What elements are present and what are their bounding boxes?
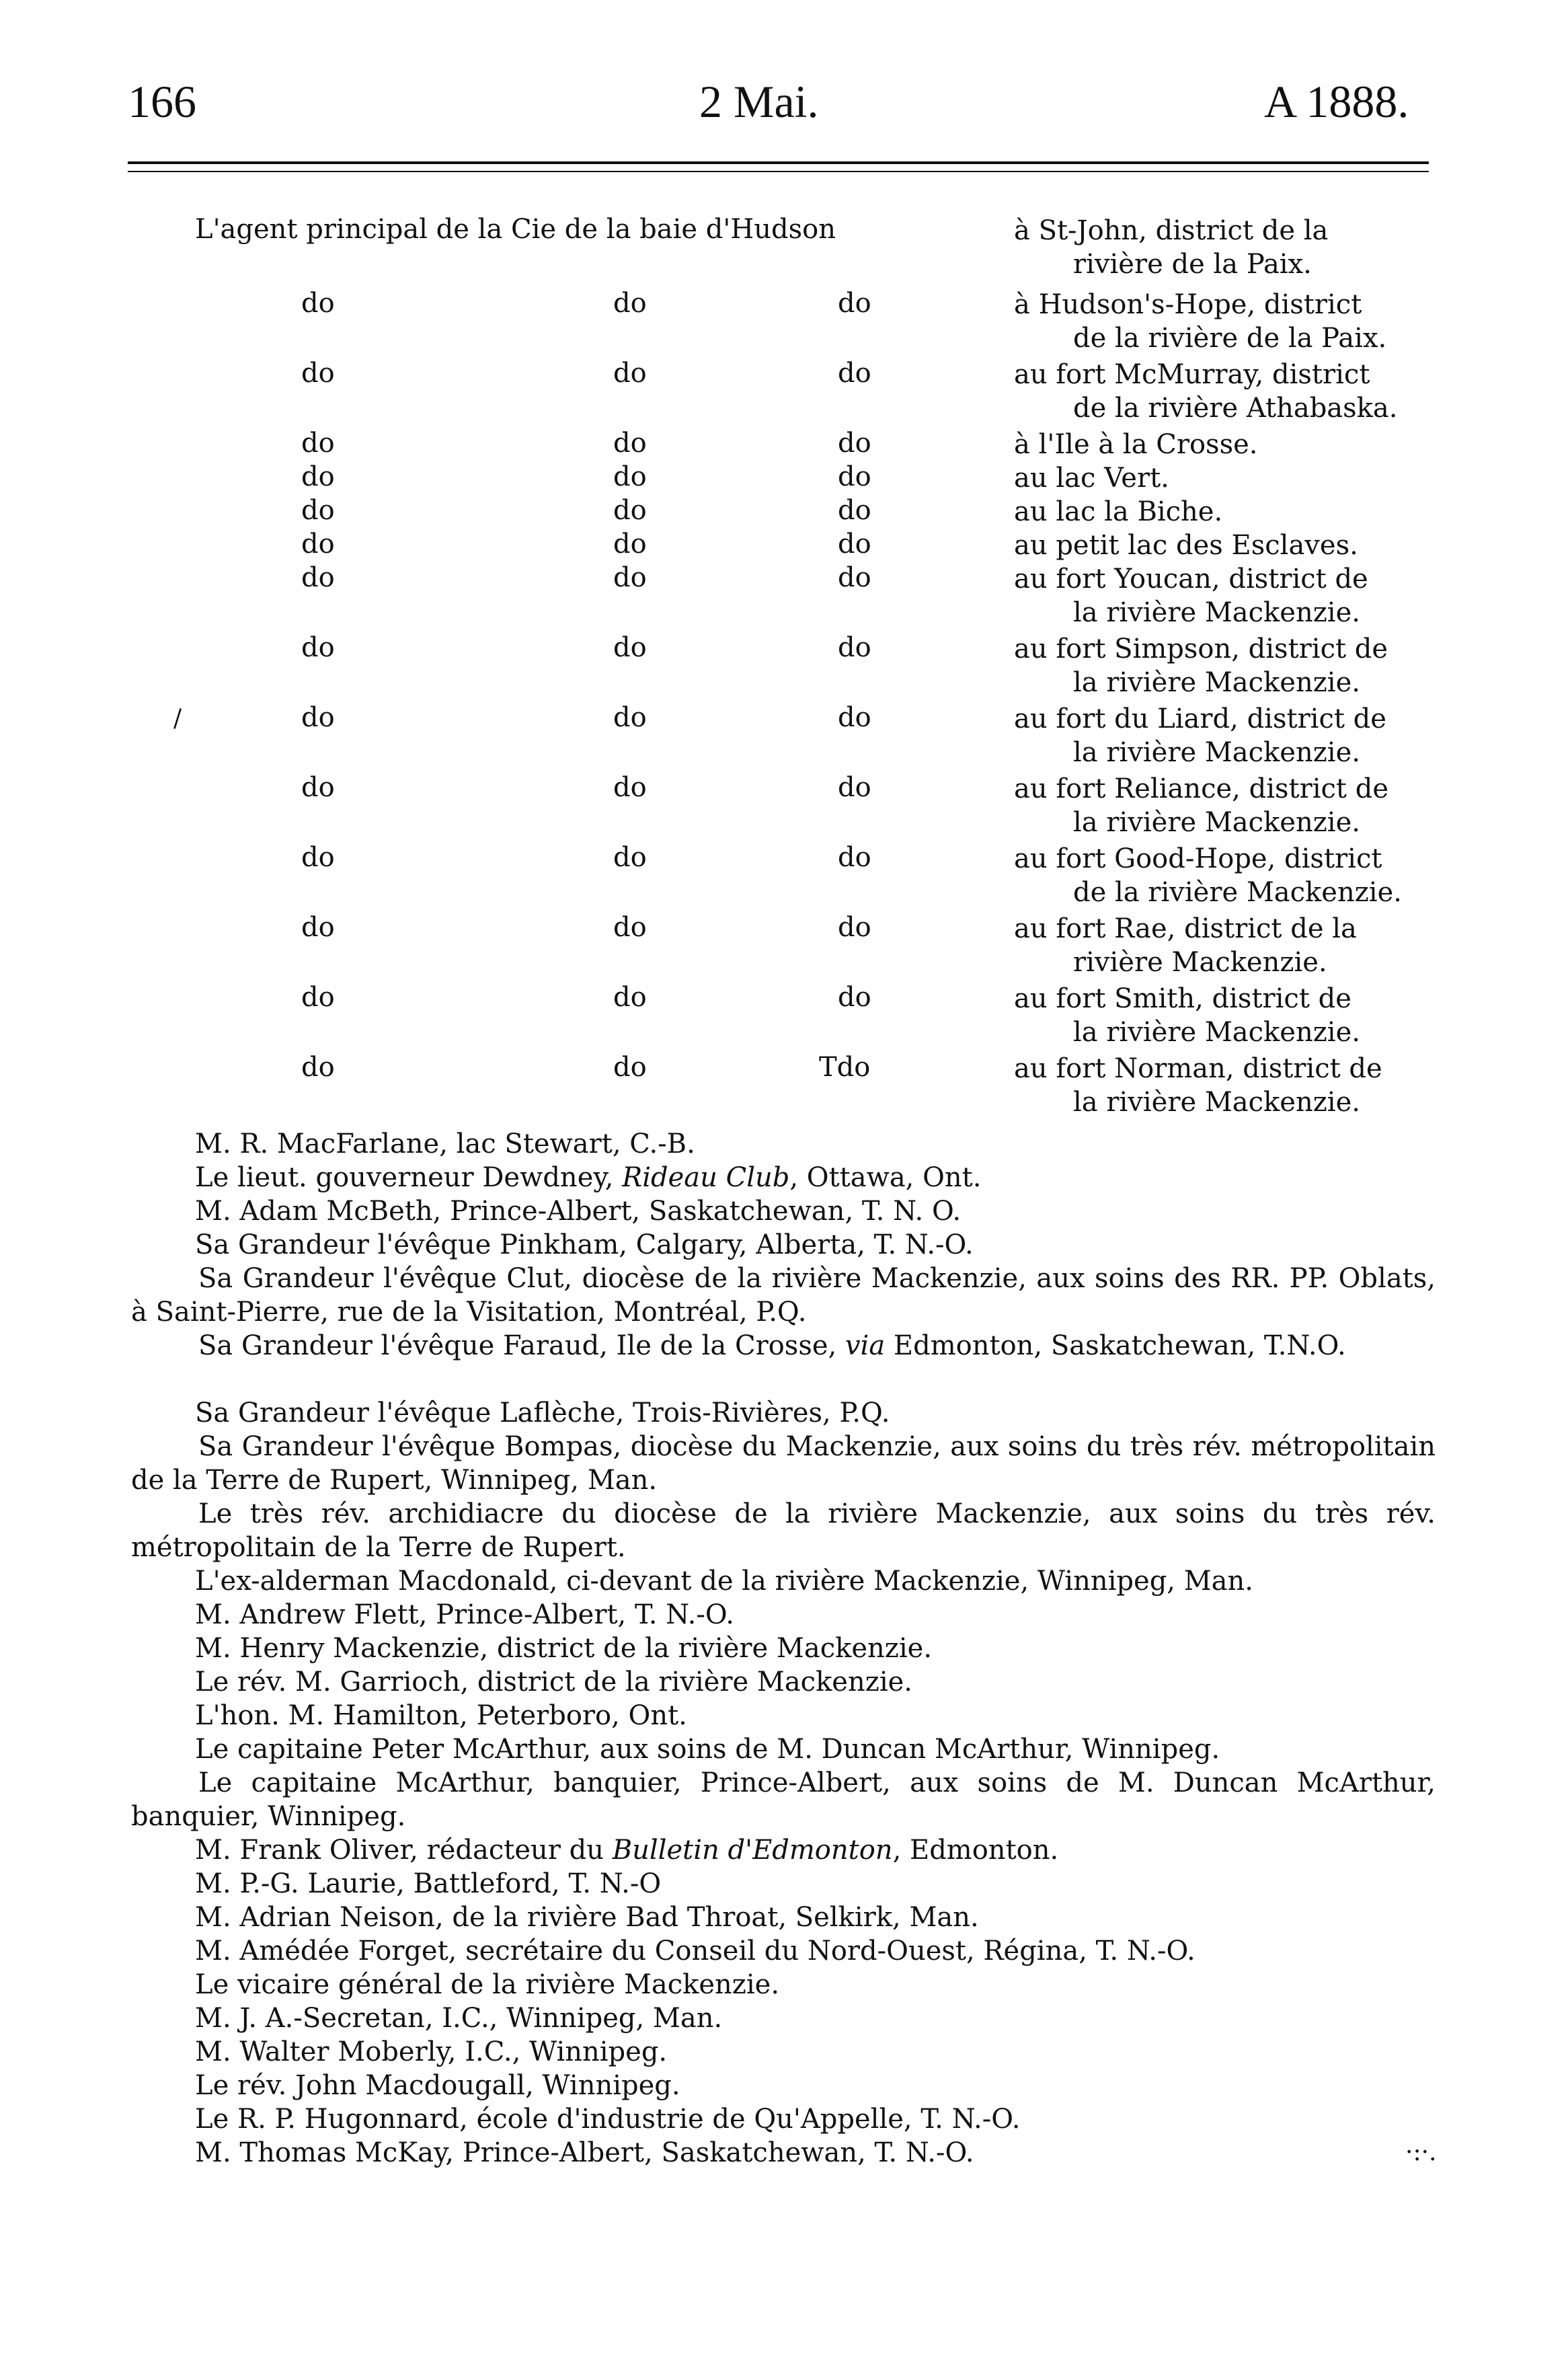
ditto-mark: do bbox=[301, 461, 335, 492]
agent-place bbox=[1014, 702, 1438, 769]
list-item: M. R. MacFarlane, lac Stewart, C.-B. bbox=[195, 1129, 695, 1159]
ditto-mark: do bbox=[301, 772, 335, 803]
ditto-mark: do bbox=[613, 1052, 647, 1083]
agent-place bbox=[1014, 529, 1438, 562]
place-line: de la rivière Athabaska. bbox=[1073, 393, 1398, 424]
ditto-mark: do bbox=[613, 982, 647, 1013]
agent-place bbox=[1014, 912, 1438, 979]
text-span: Le lieut. gouverneur Dewdney, bbox=[195, 1162, 623, 1193]
ditto-mark: do bbox=[613, 842, 647, 873]
list-item: Le vicaire général de la rivière Mackenzie. bbox=[195, 1969, 780, 2000]
ditto-mark: do bbox=[613, 562, 647, 593]
ditto-mark: do bbox=[301, 288, 335, 319]
text-span-italic: Rideau Club bbox=[622, 1162, 790, 1193]
ditto-mark: do bbox=[301, 912, 335, 943]
place-line: au lac la Biche. bbox=[1014, 496, 1223, 527]
ditto-mark: do bbox=[613, 632, 647, 663]
text-span: Edmonton, Saskatchewan, T.N.O. bbox=[885, 1330, 1346, 1361]
header-rule-thick bbox=[128, 161, 1429, 164]
agent-place bbox=[1014, 842, 1438, 909]
place-line: au petit lac des Esclaves. bbox=[1014, 530, 1358, 561]
list-item: Le R. P. Hugonnard, école d'industrie de Qu'Appelle, T. N.-O. bbox=[195, 2104, 1021, 2135]
list-item: Sa Grandeur l'évêque Bompas, diocèse du Mackenzie, aux soins du très rév. métropolitain de la Terre de Rupert, Winnipeg, Man. bbox=[131, 1431, 1436, 1496]
ditto-mark: do bbox=[838, 495, 871, 526]
ditto-mark: do bbox=[613, 529, 647, 560]
ditto-mark: do bbox=[613, 495, 647, 526]
ditto-mark: do bbox=[838, 461, 871, 492]
place-line: la rivière Mackenzie. bbox=[1073, 597, 1360, 628]
ditto-mark: do bbox=[301, 982, 335, 1013]
place-line: la rivière Mackenzie. bbox=[1073, 737, 1360, 768]
ditto-mark: do bbox=[613, 461, 647, 492]
agent-place bbox=[1014, 214, 1438, 281]
text-span-italic: via bbox=[845, 1330, 886, 1361]
list-item: Sa Grandeur l'évêque Clut, diocèse de la rivière Mackenzie, aux soins des RR. PP. Oblats, à Saint-Pierre, rue de la Visitation, Montréal, P.Q. bbox=[131, 1263, 1436, 1328]
ditto-mark: do bbox=[301, 702, 335, 733]
text-span: Sa Grandeur l'évêque Faraud, Ile de la Crosse, bbox=[198, 1330, 845, 1361]
list-item: M. Thomas McKay, Prince-Albert, Saskatchewan, T. N.-O. bbox=[195, 2137, 974, 2168]
ditto-mark: do bbox=[301, 842, 335, 873]
place-line: au lac Vert. bbox=[1014, 463, 1169, 494]
text-span: M. Frank Oliver, rédacteur du bbox=[195, 1835, 613, 1866]
ditto-mark: do bbox=[838, 562, 871, 593]
list-item: M. P.-G. Laurie, Battleford, T. N.-O bbox=[195, 1868, 662, 1899]
list-item: Sa Grandeur l'évêque Laflèche, Trois-Rivières, P.Q. bbox=[195, 1398, 890, 1428]
place-line: au fort Good-Hope, district bbox=[1014, 843, 1382, 874]
text-span: , Edmonton. bbox=[892, 1835, 1059, 1866]
agent-place bbox=[1014, 632, 1438, 699]
ditto-mark: do bbox=[838, 702, 871, 733]
list-item: M. Walter Moberly, I.C., Winnipeg. bbox=[195, 2036, 668, 2067]
agent-place bbox=[1014, 461, 1438, 495]
agent-place bbox=[1014, 1052, 1438, 1119]
place-line: au fort Youcan, district de bbox=[1014, 564, 1368, 595]
agent-place bbox=[1014, 982, 1438, 1049]
place-line: au fort Reliance, district de bbox=[1014, 773, 1388, 804]
page-header bbox=[0, 75, 1568, 136]
list-item bbox=[195, 1162, 981, 1193]
ditto-mark: do bbox=[838, 632, 871, 663]
place-line: rivière Mackenzie. bbox=[1073, 947, 1327, 978]
list-item: Sa Grandeur l'évêque Pinkham, Calgary, Alberta, T. N.-O. bbox=[195, 1229, 974, 1260]
ditto-mark: do bbox=[838, 912, 871, 943]
agent-place bbox=[1014, 495, 1438, 529]
place-line: la rivière Mackenzie. bbox=[1073, 1017, 1360, 1048]
list-item: L'hon. M. Hamilton, Peterboro, Ont. bbox=[195, 1700, 687, 1731]
list-item: M. J. A.-Secretan, I.C., Winnipeg, Man. bbox=[195, 2003, 723, 2034]
agent-place bbox=[1014, 562, 1438, 629]
ditto-mark: do bbox=[301, 1052, 335, 1083]
list-item: Le capitaine McArthur, banquier, Prince-Albert, aux soins de M. Duncan McArthur, banquier, Winnipeg. bbox=[131, 1767, 1436, 1832]
list-item: M. Adrian Neison, de la rivière Bad Throat, Selkirk, Man. bbox=[195, 1902, 979, 1933]
place-line: au fort du Liard, district de bbox=[1014, 703, 1386, 734]
ditto-mark: do bbox=[301, 428, 335, 459]
ditto-mark: do bbox=[613, 702, 647, 733]
place-line: la rivière Mackenzie. bbox=[1073, 807, 1360, 838]
place-line: au fort McMurray, district bbox=[1014, 359, 1370, 390]
ditto-mark: do bbox=[838, 428, 871, 459]
list-item: M. Henry Mackenzie, district de la rivière Mackenzie. bbox=[195, 1633, 933, 1664]
list-item: Le capitaine Peter McArthur, aux soins de M. Duncan McArthur, Winnipeg. bbox=[195, 1734, 1220, 1765]
ditto-mark: do bbox=[301, 495, 335, 526]
list-item bbox=[195, 1835, 1058, 1866]
place-line: la rivière Mackenzie. bbox=[1073, 1087, 1360, 1118]
ditto-mark: do bbox=[838, 772, 871, 803]
agent-place bbox=[1014, 772, 1438, 839]
place-line: à l'Ile à la Crosse. bbox=[1014, 429, 1258, 460]
place-line: de la rivière Mackenzie. bbox=[1073, 877, 1402, 908]
text-span: , Ottawa, Ont. bbox=[789, 1162, 982, 1193]
place-line: à St-John, district de la bbox=[1014, 215, 1329, 246]
place-line: de la rivière de la Paix. bbox=[1073, 323, 1387, 354]
ditto-mark: do bbox=[838, 358, 871, 389]
agent-title: L'agent principal de la Cie de la baie d'Hudson bbox=[195, 214, 836, 245]
end-ornament: ·:·. bbox=[1405, 2139, 1437, 2166]
place-line: au fort Norman, district de bbox=[1014, 1053, 1382, 1084]
list-item bbox=[131, 1329, 1436, 1363]
ditto-mark: Tdo bbox=[819, 1052, 871, 1083]
list-item: M. Adam McBeth, Prince-Albert, Saskatchewan, T. N. O. bbox=[195, 1196, 962, 1227]
ditto-mark: do bbox=[838, 529, 871, 560]
header-rule-thin bbox=[128, 171, 1429, 172]
list-item: Le rév. M. Garrioch, district de la rivière Mackenzie. bbox=[195, 1667, 912, 1697]
place-line: la rivière Mackenzie. bbox=[1073, 667, 1360, 698]
list-item: M. Andrew Flett, Prince-Albert, T. N.-O. bbox=[195, 1599, 735, 1630]
list-item: Le très rév. archidiacre du diocèse de la rivière Mackenzie, aux soins du très rév. métropolitain de la Terre de Rupert. bbox=[131, 1498, 1436, 1563]
agent-place bbox=[1014, 358, 1438, 425]
ditto-mark: do bbox=[301, 632, 335, 663]
running-year: A 1888. bbox=[1264, 76, 1409, 127]
agent-place bbox=[1014, 288, 1438, 355]
ditto-mark: do bbox=[838, 288, 871, 319]
stray-mark: / bbox=[173, 705, 182, 732]
place-line: à Hudson's-Hope, district bbox=[1014, 289, 1362, 320]
ditto-mark: do bbox=[838, 842, 871, 873]
agent-place bbox=[1014, 428, 1438, 461]
ditto-mark: do bbox=[301, 562, 335, 593]
page-number: 166 bbox=[128, 76, 196, 127]
list-item: Le rév. John Macdougall, Winnipeg. bbox=[195, 2070, 680, 2101]
place-line: au fort Smith, district de bbox=[1014, 983, 1351, 1014]
ditto-mark: do bbox=[301, 529, 335, 560]
place-line: au fort Simpson, district de bbox=[1014, 634, 1388, 664]
place-line: au fort Rae, district de la bbox=[1014, 913, 1357, 944]
ditto-mark: do bbox=[613, 772, 647, 803]
place-line: rivière de la Paix. bbox=[1073, 249, 1312, 280]
text-span-italic: Bulletin d'Edmonton bbox=[612, 1835, 893, 1866]
ditto-mark: do bbox=[613, 288, 647, 319]
list-item: M. Amédée Forget, secrétaire du Conseil du Nord-Ouest, Régina, T. N.-O. bbox=[195, 1936, 1195, 1967]
ditto-mark: do bbox=[613, 912, 647, 943]
ditto-mark: do bbox=[613, 358, 647, 389]
ditto-mark: do bbox=[301, 358, 335, 389]
running-date: 2 Mai. bbox=[699, 76, 819, 127]
ditto-mark: do bbox=[838, 982, 871, 1013]
list-item: L'ex-alderman Macdonald, ci-devant de la rivière Mackenzie, Winnipeg, Man. bbox=[195, 1566, 1254, 1597]
ditto-mark: do bbox=[613, 428, 647, 459]
